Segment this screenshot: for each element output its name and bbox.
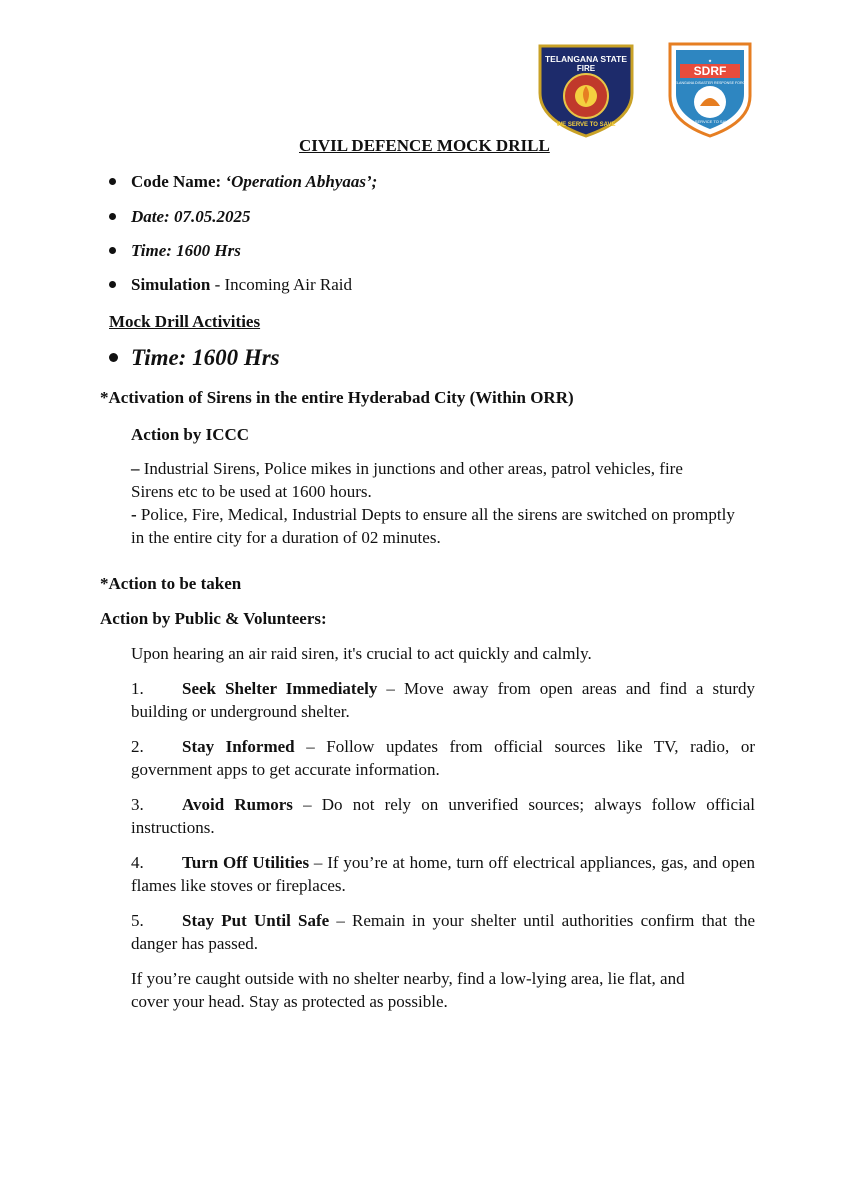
step-text: – Follow updates from official sources like TV, radio, or government apps to get accurate information. [131, 737, 755, 779]
step-text: – Move away from open areas and find a sturdy building or underground shelter. [131, 679, 755, 721]
svg-text:TELANGANA DISASTER RESPONSE FO: TELANGANA DISASTER RESPONSE FORCE [672, 81, 748, 85]
telangana-state-fire-logo [530, 38, 642, 138]
step-text: – Do not rely on unverified sources; always follow official instructions. [131, 795, 755, 837]
iccc-line-3 [131, 503, 735, 526]
action-intro: Upon hearing an air raid siren, it's crucial to act quickly and calmly. [131, 644, 592, 663]
step-2 [131, 735, 755, 781]
iccc-line-1 [131, 457, 683, 480]
simulation-item [131, 273, 352, 296]
step-number: 4. [131, 853, 144, 872]
step-number: 5. [131, 911, 144, 930]
sirens-heading: *Activation of Sirens in the entire Hyderabad City (Within ORR) [100, 388, 574, 407]
step-number: 2. [131, 737, 144, 756]
step-title: Stay Put Until Safe [182, 911, 330, 930]
step-text: – If you’re at home, turn off electrical appliances, gas, and open flames like stoves or fireplaces. [131, 853, 755, 895]
iccc-heading: Action by ICCC [131, 425, 250, 444]
step-text: – Remain in your shelter until authorities confirm that the danger has passed. [131, 911, 756, 953]
step-title: Turn Off Utilities [182, 853, 310, 872]
step-3 [131, 793, 755, 839]
code-name-label: Code Name: [131, 172, 222, 191]
simulation-label: Simulation [131, 275, 211, 294]
step-title: Avoid Rumors [182, 795, 293, 814]
iccc-text-3: Police, Fire, Medical, Industrial Depts to ensure all the sirens are switched on promptly [136, 505, 735, 524]
iccc-dash-1: – [131, 459, 140, 478]
step-5 [131, 909, 755, 955]
step-title: Seek Shelter Immediately [182, 679, 378, 698]
step-1 [131, 677, 755, 723]
code-name-item [131, 170, 377, 193]
activities-time: Time: 1600 Hrs [131, 345, 280, 370]
step-number: 3. [131, 795, 144, 814]
public-heading: Action by Public & Volunteers: [100, 609, 327, 628]
page-title: CIVIL DEFENCE MOCK DRILL [299, 136, 550, 155]
iccc-dash-3: - [131, 505, 137, 524]
iccc-line-2: Sirens etc to be used at 1600 hours. [131, 482, 372, 501]
svg-text:SDRF: SDRF [693, 64, 727, 78]
action-heading: *Action to be taken [100, 574, 242, 593]
svg-text:FIRE: FIRE [576, 64, 596, 73]
date-item: Date: 07.05.2025 [131, 207, 251, 226]
svg-text:WE SERVE TO SAVE: WE SERVE TO SAVE [556, 122, 616, 128]
iccc-line-4: in the entire city for a duration of 02 minutes. [131, 528, 441, 547]
svg-text:TELANGANA STATE: TELANGANA STATE [544, 54, 628, 64]
iccc-text-1: Industrial Sirens, Police mikes in junctions and other areas, patrol vehicles, fire [139, 459, 683, 478]
svg-text:IN SERVICE TO SAVE: IN SERVICE TO SAVE [689, 119, 731, 124]
step-title: Stay Informed [182, 737, 295, 756]
closing-line-2: cover your head. Stay as protected as possible. [131, 992, 448, 1011]
sdrf-logo [666, 38, 754, 138]
step-number: 1. [131, 679, 144, 698]
step-4 [131, 851, 755, 897]
simulation-value: - Incoming Air Raid [210, 275, 353, 294]
closing-line-1: If you’re caught outside with no shelter nearby, find a low-lying area, lie flat, and [131, 969, 685, 988]
activities-time-bullet [109, 353, 118, 362]
activities-heading: Mock Drill Activities [109, 312, 261, 331]
time-item: Time: 1600 Hrs [131, 241, 241, 260]
code-name-value: ‘Operation Abhyaas’; [225, 172, 378, 191]
svg-text:⬥: ⬥ [708, 58, 712, 63]
